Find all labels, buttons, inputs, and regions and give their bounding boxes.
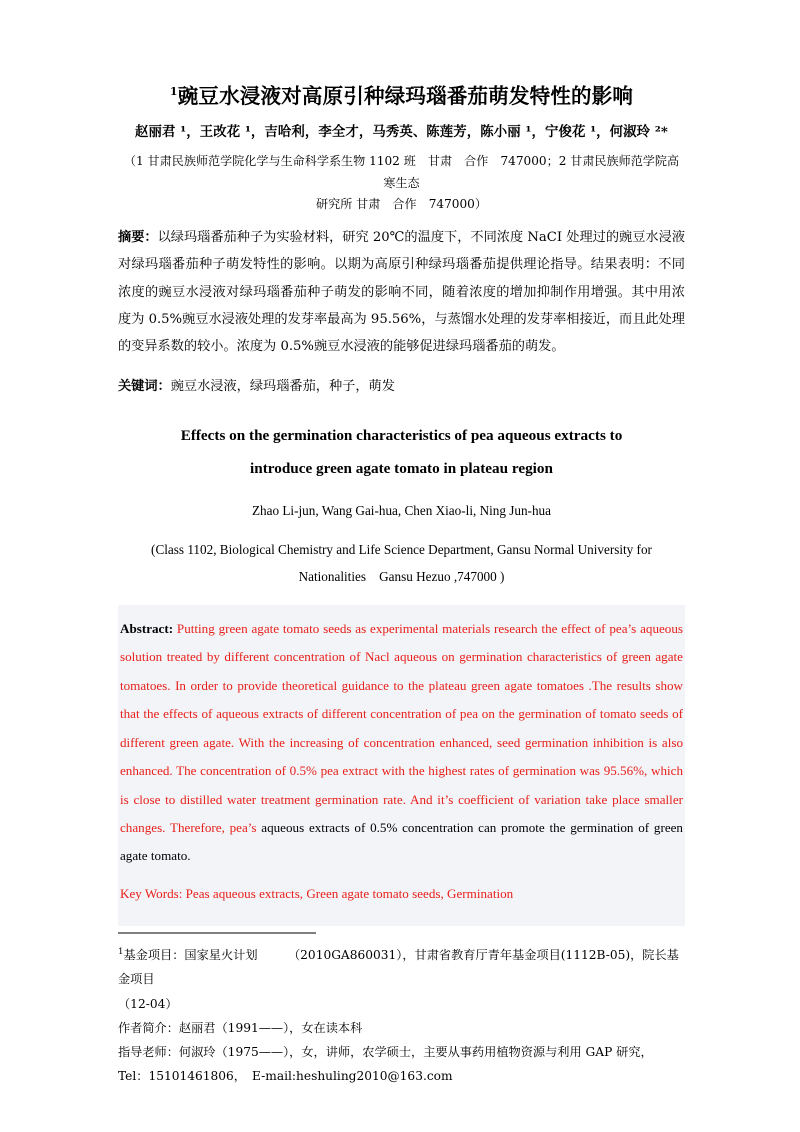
author-byline-chinese: 赵丽君 ¹，王改花 ¹，吉哈利，李全才，马秀英、陈莲芳，陈小丽 ¹，宁俊花 ¹，何淑玲 ²* [135, 124, 668, 141]
keywords-chinese-label: 关键词： [118, 378, 171, 394]
abstract-chinese-body: 以绿玛瑙番茄种子为实验材料，研究 20℃的温度下，不同浓度 NaCI 处理过的豌豆水浸液对绿玛瑙番茄种子萌发特性的影响。以期为高原引种绿玛瑙番茄提供理论指导。结果表明：不同浓度的豌豆水浸液对绿玛瑙番茄种子萌发的影响不同，随着浓度的增加抑制作用增强。其中用浓度为 0.5%豌豆水浸液处理的发芽率最高为 95.56%，与蒸馏水处理的发芽率相接近，而且此处理的变异系数的较小。浓度为 0.5%豌豆水浸液的能够促进绿玛瑙番茄的萌发。 [118, 229, 686, 355]
footnote-separator [118, 932, 316, 934]
affiliation-chinese-line-2: 研究所 甘肃 合作 747000） [316, 196, 487, 211]
title-footnote-marker: 1 [169, 85, 178, 99]
affiliation-chinese-line-1: （1 甘肃民族师范学院化学与生命科学系生物 1102 班 甘肃 合作 747000；2 甘肃民族师范学院高寒生态 [123, 154, 680, 190]
abstract-english-body: Putting green agate tomato seeds as experimental materials research the effect of pea’s aqueous solution treated by different concentration of Nacl aqueous on germination characteristics of green agate tomatoes. In order to provide theoretical guidance to the plateau green agate tomatoes .The results show that the effects of aqueous extracts of different concentration of pea on the germination of tomato seeds of different green agate. With the increasing of concentration enhanced, seed germination inhibition is also enhanced. The concentration of 0.5% pea extract with the highest rates of germination was 95.56%, which is close to distilled water treatment germination rate. And it’s coefficient of variation take place smaller changes. Therefore, pea’s [120, 621, 683, 835]
footnote-fund-line-2: （12-04） [118, 996, 178, 1011]
title-text-chinese: 豌豆水浸液对高原引种绿玛瑙番茄萌发特性的影响 [177, 84, 634, 108]
title-english-line-1: Effects on the germination characteristics of pea aqueous extracts to [180, 427, 623, 445]
author-byline-english: Zhao Li-jun, Wang Gai-hua, Chen Xiao-li, Ning Jun-hua [251, 502, 551, 518]
footnote-fund-marker: 1 [118, 946, 124, 957]
affiliation-english-line-1: (Class 1102, Biological Chemistry and Life Science Department, Gansu Normal University for [151, 541, 652, 557]
abstract-english-tail: aqueous extracts of 0.5% concentration can promote the germination of green agate tomato. [120, 819, 683, 864]
title-english-line-2: introduce green agate tomato in plateau region [250, 459, 553, 477]
keywords-chinese-body: 豌豆水浸液，绿玛瑙番茄，种子，萌发 [170, 378, 395, 394]
abstract-english [120, 615, 683, 871]
abstract-english-box [118, 605, 685, 926]
footnote-contact: Tel：15101461806， E-mail:heshuling2010@163.com [118, 1068, 453, 1083]
page-title [118, 84, 685, 110]
affiliation-english [118, 536, 685, 591]
abstract-english-label: Abstract: [120, 621, 174, 637]
abstract-chinese [118, 224, 685, 361]
affiliation-chinese [118, 151, 685, 214]
footnote-fund-text: 基金项目：国家星火计划 （2010GA860031），甘肃省教育厅青年基金项目(1112B-05)，院长基金项目 [118, 947, 679, 987]
affiliation-english-line-2: Nationalities Gansu Hezuo ,747000 ) [298, 569, 505, 585]
keywords-chinese [118, 374, 685, 400]
footnote-section [118, 943, 685, 1088]
footnote-advisor-bio: 指导老师：何淑玲（1975——），女，讲师，农学硕士，主要从事药用植物资源与利用 GAP 研究， [118, 1045, 653, 1060]
footnote-fund-line-1 [118, 943, 685, 992]
page-title-english [118, 420, 685, 485]
abstract-chinese-label: 摘要： [118, 229, 158, 245]
page-content [118, 0, 685, 1087]
footnote-author-bio: 作者简介：赵丽君（1991——），女在读本科 [118, 1020, 363, 1035]
keywords-english: Key Words: Peas aqueous extracts, Green agate tomato seeds, Germination [120, 885, 514, 901]
